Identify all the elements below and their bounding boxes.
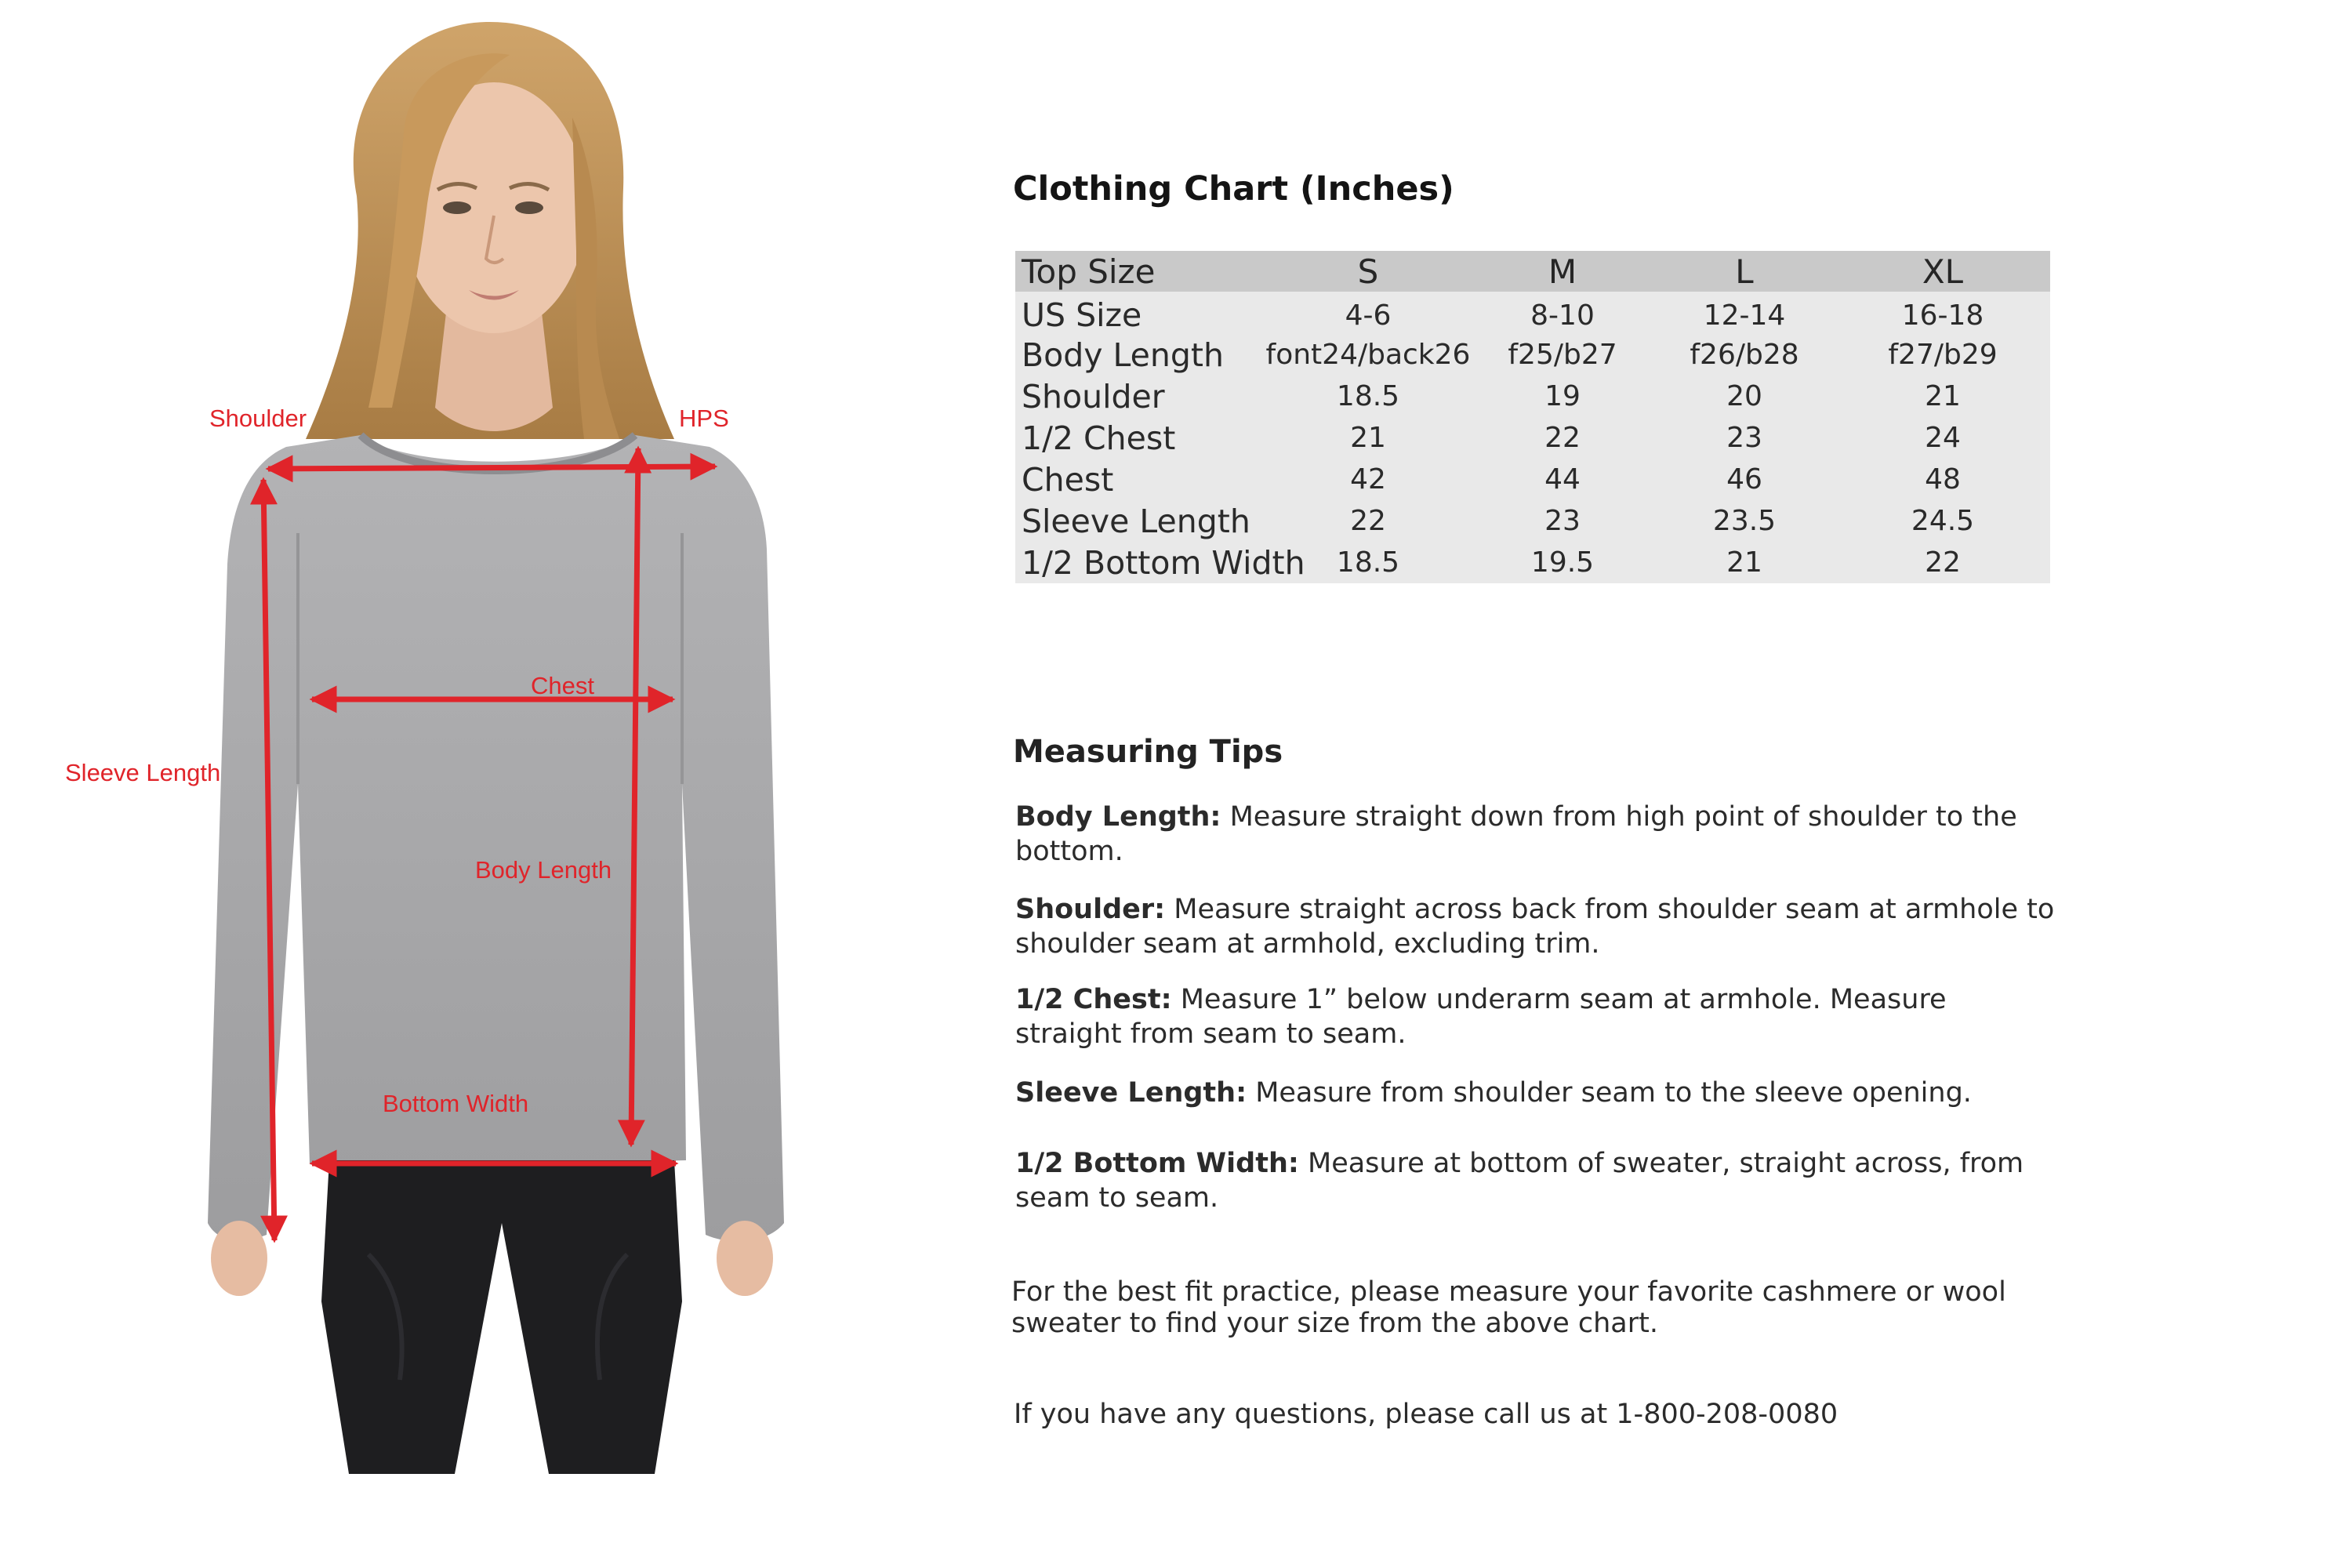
row-label-us-size: US Size (1022, 296, 1142, 334)
header-size-m: M (1548, 252, 1577, 291)
header-size-l: L (1735, 252, 1754, 291)
tip-sleeve-length (1015, 1076, 2058, 1110)
shoulder-label: Shoulder (209, 405, 307, 432)
table-cell: f27/b29 (1888, 339, 1998, 371)
left-hand (211, 1221, 267, 1296)
tip-half-chest (1015, 982, 2058, 1051)
table-cell: 23 (1726, 422, 1762, 454)
tip-label: Shoulder: (1015, 894, 1166, 925)
table-cell: 22 (1544, 422, 1581, 454)
table-cell: font24/back26 (1265, 339, 1471, 371)
chest-label: Chest (531, 672, 594, 699)
row-label-half-bottom-width: 1/2 Bottom Width (1022, 543, 1305, 582)
table-cell: 23 (1544, 505, 1581, 537)
tip-text: Measure straight across back from shoulder seam at armhole to shoulder seam at armhold, excluding trim. (1015, 894, 2055, 960)
tip-text: Measure 1” below underarm seam at armhole. Measure straight from seam to seam. (1015, 984, 1947, 1050)
tip-body-length (1015, 800, 2058, 869)
tip-shoulder (1015, 892, 2058, 961)
table-cell: 23.5 (1712, 505, 1777, 537)
table-cell: 16-18 (1901, 299, 1984, 332)
tip-text: Measure straight down from high point of shoulder to the bottom. (1015, 801, 2017, 867)
table-cell: 8-10 (1530, 299, 1595, 332)
row-label-sleeve-length: Sleeve Length (1022, 502, 1250, 540)
sweater (208, 435, 784, 1241)
row-label-half-chest: 1/2 Chest (1022, 419, 1176, 457)
measuring-tips-title: Measuring Tips (1013, 734, 1283, 770)
right-hand (717, 1221, 773, 1296)
tip-half-bottom-width (1015, 1146, 2058, 1215)
row-label-shoulder: Shoulder (1022, 377, 1165, 416)
fit-note: For the best fit practice, please measure your favorite cashmere or wool sweater to find your size from the above chart. (1011, 1276, 2006, 1339)
table-cell: 42 (1350, 463, 1386, 495)
table-header-row (1015, 251, 2050, 292)
table-cell: 22 (1350, 505, 1386, 537)
tip-text: Measure from shoulder seam to the sleeve opening. (1247, 1077, 1972, 1109)
tip-label: Body Length: (1015, 801, 1221, 833)
tip-label: 1/2 Bottom Width: (1015, 1148, 1299, 1179)
table-row (1015, 334, 2050, 376)
table-cell: 22 (1925, 546, 1961, 579)
table-cell: 21 (1350, 422, 1386, 454)
table-cell: 21 (1925, 380, 1961, 412)
hps-label: HPS (679, 405, 729, 432)
table-cell: 20 (1726, 380, 1762, 412)
header-top-size: Top Size (1022, 252, 1156, 291)
row-label-body-length: Body Length (1022, 336, 1224, 374)
table-cell: 24 (1925, 422, 1961, 454)
table-cell: 18.5 (1336, 546, 1400, 579)
size-chart-table (1015, 251, 2050, 583)
table-cell: 21 (1726, 546, 1762, 579)
table-cell: 18.5 (1336, 380, 1400, 412)
header-size-xl: XL (1922, 252, 1964, 291)
table-cell: 46 (1726, 463, 1762, 495)
table-cell: 24.5 (1911, 505, 1975, 537)
table-cell: f26/b28 (1690, 339, 1799, 371)
table-row (1015, 376, 2050, 417)
table-cell: 4-6 (1345, 299, 1392, 332)
table-cell: f25/b27 (1508, 339, 1617, 371)
pants (321, 1160, 682, 1474)
tip-text: Measure at bottom of sweater, straight across, from seam to seam. (1015, 1148, 2024, 1214)
table-cell: 12-14 (1703, 299, 1786, 332)
bottom-width-label: Bottom Width (383, 1090, 529, 1117)
shoulder-arrow (268, 466, 715, 469)
body-length-label: Body Length (475, 856, 612, 884)
table-row (1015, 542, 2050, 583)
table-cell: 48 (1925, 463, 1961, 495)
table-cell: 19.5 (1530, 546, 1595, 579)
table-row (1015, 292, 2050, 334)
contact-line: If you have any questions, please call us at 1-800-208-0080 (1014, 1399, 1838, 1430)
model-measurement-illustration (0, 0, 941, 1568)
header-size-s: S (1357, 252, 1379, 291)
tip-label: 1/2 Chest: (1015, 984, 1172, 1015)
table-row (1015, 459, 2050, 500)
table-cell: 19 (1544, 380, 1581, 412)
chart-title: Clothing Chart (Inches) (1013, 169, 1454, 209)
table-row (1015, 500, 2050, 542)
table-row (1015, 417, 2050, 459)
row-label-chest: Chest (1022, 460, 1114, 499)
model-photo (0, 0, 941, 1568)
sleeve-length-label: Sleeve Length (65, 759, 221, 786)
table-cell: 44 (1544, 463, 1581, 495)
tip-label: Sleeve Length: (1015, 1077, 1247, 1109)
